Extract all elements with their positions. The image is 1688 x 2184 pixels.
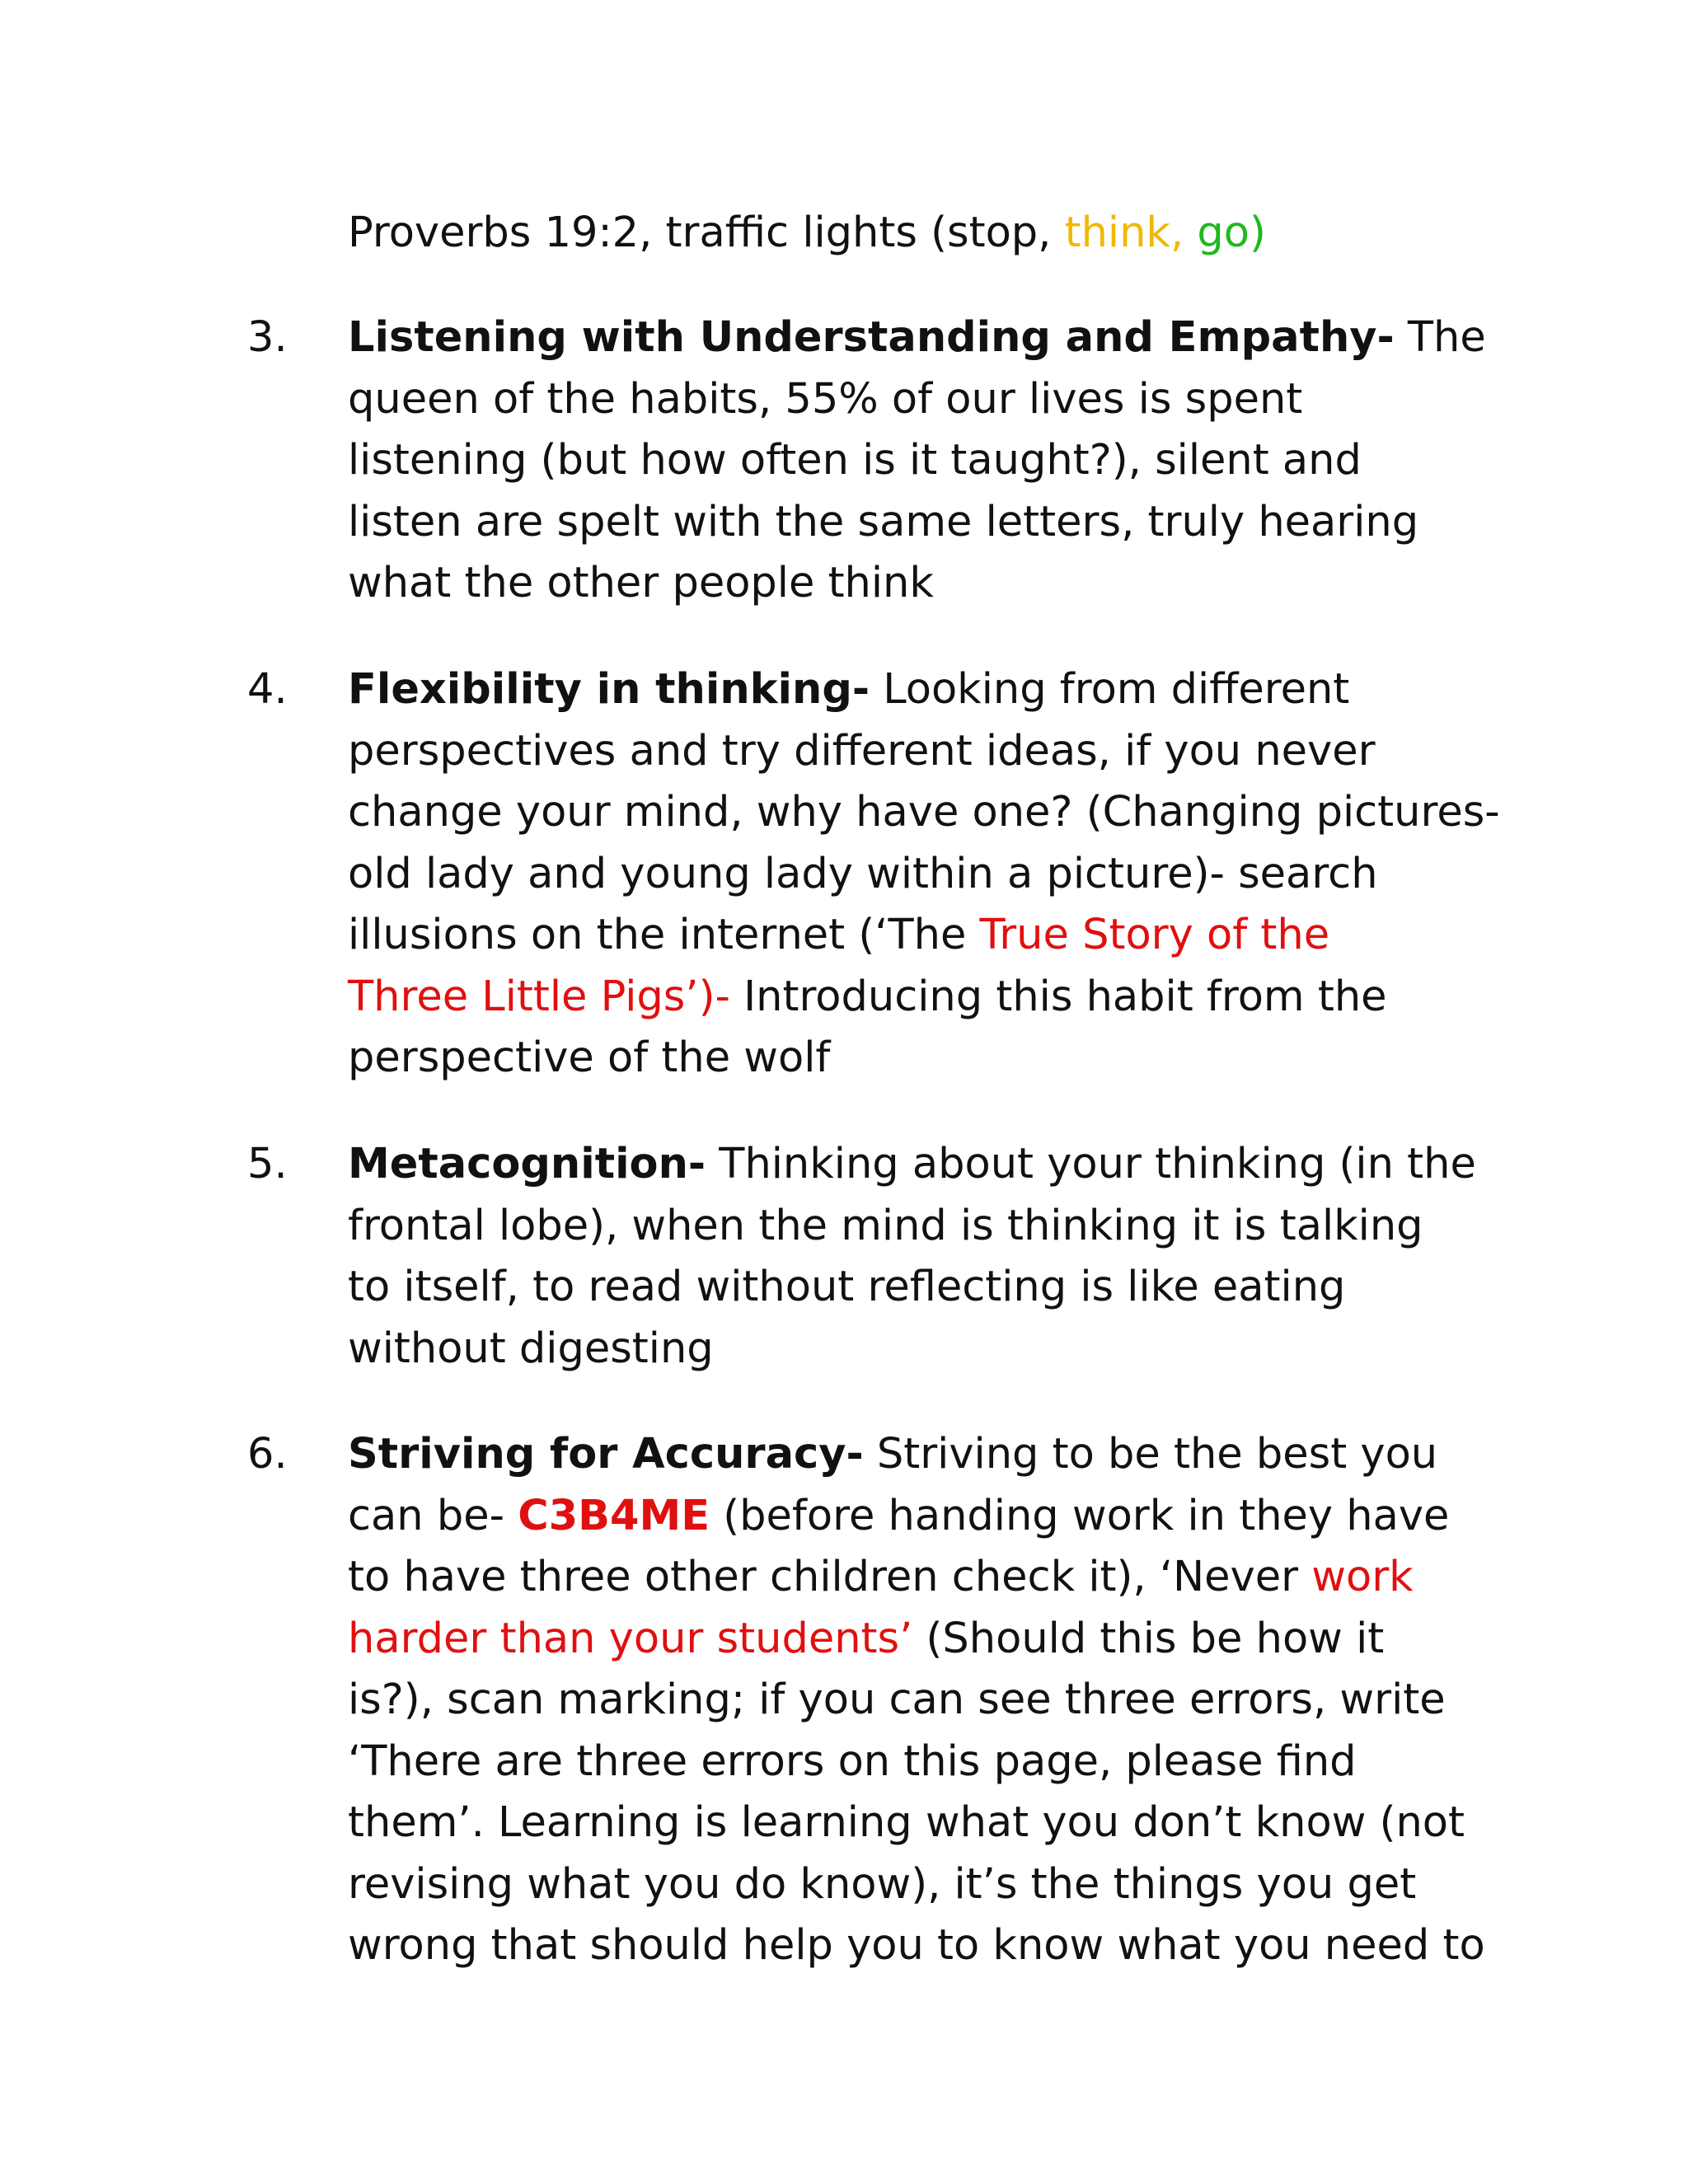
item-5-number: 5. xyxy=(247,1140,288,1188)
item-4-line-5 xyxy=(348,905,1452,967)
item-6-line-2a: can be- xyxy=(348,1491,518,1540)
intro-line xyxy=(348,203,1452,265)
item-6-heading: Striving for Accuracy- xyxy=(348,1430,864,1479)
item-3-line-2: queen of the habits, 55% of our lives is spent xyxy=(348,374,1303,424)
item-3-line-4: listen are spelt with the same letters, truly hearing xyxy=(348,497,1419,546)
item-4-line-1-text: Looking from different xyxy=(870,665,1350,714)
item-4-line-1 xyxy=(348,659,1452,721)
item-6-c3b4me: C3B4ME xyxy=(518,1491,710,1540)
item-5-heading: Metacognition- xyxy=(348,1140,706,1188)
item-4-line-4: old lady and young lady within a picture)- search xyxy=(348,849,1378,898)
intro-think: think, xyxy=(1064,209,1184,257)
item-6-line-4b: (Should this be how it xyxy=(912,1614,1385,1663)
item-3-number: 3. xyxy=(247,313,288,362)
item-3-line-3: listening (but how often is it taught?), silent and xyxy=(348,436,1362,485)
item-4-line-7: perspective of the wolf xyxy=(348,1033,831,1082)
item-6-number: 6. xyxy=(247,1430,288,1479)
item-6-line-1 xyxy=(348,1424,1452,1486)
item-4-line-6 xyxy=(348,967,1452,1029)
item-3-line-1-text: The xyxy=(1394,313,1486,362)
item-6-line-2 xyxy=(348,1486,1452,1548)
item-6-line-3 xyxy=(348,1547,1452,1609)
item-6-line-5: is?), scan marking; if you can see three errors, write xyxy=(348,1675,1446,1724)
item-4-paragraph xyxy=(348,659,1500,1090)
item-5-line-1-text: Thinking about your thinking (in the xyxy=(706,1140,1476,1188)
item-3-heading: Listening with Understanding and Empathy- xyxy=(348,313,1395,362)
item-6-paragraph xyxy=(348,1424,1485,1977)
item-3-line-1 xyxy=(348,307,1486,369)
item-3-line-5: what the other people think xyxy=(348,559,934,607)
item-4-line-3: change your mind, why have one? (Changing pictures- xyxy=(348,788,1500,837)
item-4-story-title-part-2: Three Little Pigs’)- xyxy=(348,972,730,1021)
item-5-line-1 xyxy=(348,1134,1476,1196)
intro-paragraph xyxy=(348,203,1452,265)
item-5-line-3: to itself, to read without reflecting is like eating xyxy=(348,1263,1346,1311)
item-5-line-4: without digesting xyxy=(348,1324,714,1373)
item-4-number: 4. xyxy=(247,665,288,714)
item-6-line-9: wrong that should help you to know what you need to xyxy=(348,1921,1485,1970)
item-6-line-4 xyxy=(348,1609,1452,1671)
item-4-line-6b: Introducing this habit from the xyxy=(729,972,1387,1021)
item-6-line-7: them’. Learning is learning what you don’t know (not xyxy=(348,1798,1465,1847)
intro-prefix: Proverbs 19:2, traffic lights (stop, xyxy=(348,209,1065,257)
item-5-paragraph xyxy=(348,1134,1476,1380)
item-4-line-2: perspectives and try different ideas, if you never xyxy=(348,726,1376,776)
item-6-line-3a: to have three other children check it), ‘Never xyxy=(348,1553,1312,1601)
item-4-story-title-part-1: True Story of the xyxy=(979,911,1330,959)
item-3-paragraph xyxy=(348,307,1486,615)
item-4-heading: Flexibility in thinking- xyxy=(348,665,870,714)
item-6-quote-part-1: work xyxy=(1311,1553,1414,1601)
item-6-line-6: ‘There are three errors on this page, please find xyxy=(348,1736,1357,1786)
item-4-line-5a: illusions on the internet (‘The xyxy=(348,911,980,959)
intro-go: go) xyxy=(1197,209,1266,257)
item-6-quote-part-2: harder than your students’ xyxy=(348,1614,913,1663)
item-6-line-1-text: Striving to be the best you xyxy=(863,1430,1438,1479)
intro-space xyxy=(1184,209,1197,257)
item-6-line-2c: (before handing work in they have xyxy=(710,1491,1450,1540)
item-5-line-2: frontal lobe), when the mind is thinking it is talking xyxy=(348,1201,1423,1250)
item-6-line-8: revising what you do know), it’s the things you get xyxy=(348,1859,1417,1909)
